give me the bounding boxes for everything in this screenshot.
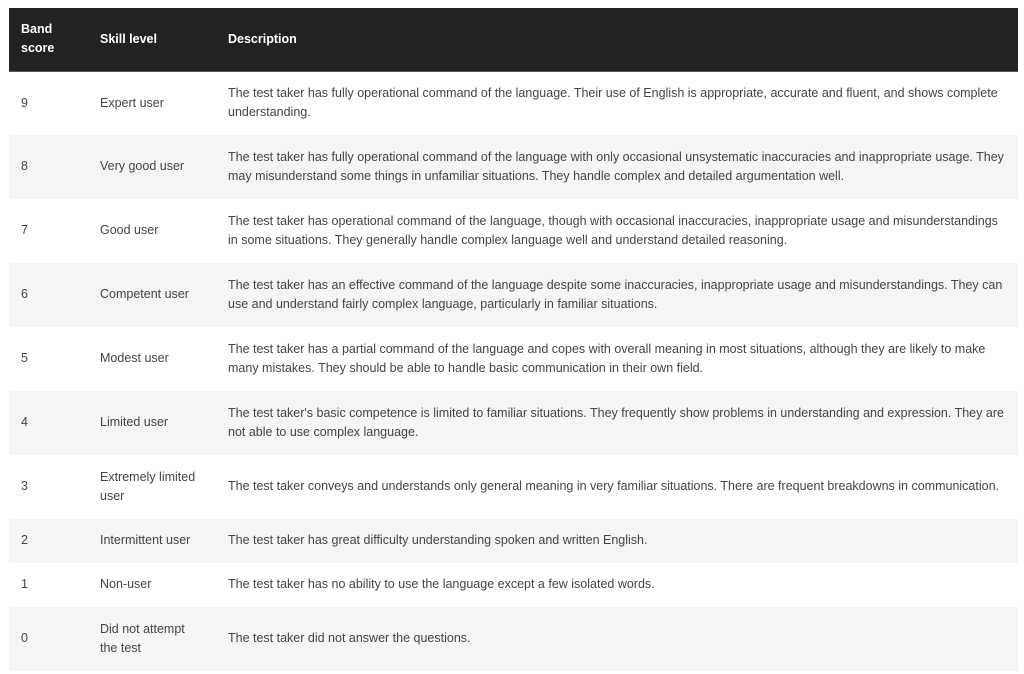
- band-score-cell: 8: [21, 159, 28, 174]
- description-cell: The test taker's basic competence is limited to familiar situations. They frequently show problems in understanding and expression. They are not able to use complex language.: [228, 405, 1004, 439]
- band-score-table-container: [9, 8, 1018, 671]
- header-description: Description: [216, 8, 1018, 71]
- description-cell: The test taker has great difficulty understanding spoken and written English.: [228, 533, 648, 548]
- table-row: [9, 563, 1018, 607]
- skill-level-cell: Intermittent user: [100, 533, 191, 548]
- band-score-cell: 3: [21, 479, 28, 494]
- table-row: [9, 455, 1018, 519]
- band-score-cell: 0: [21, 631, 28, 646]
- header-skill-level: Skill level: [88, 8, 216, 71]
- skill-level-cell: Did not attempt the test: [100, 621, 185, 655]
- band-score-cell: 2: [21, 533, 28, 548]
- skill-level-cell: Good user: [100, 223, 159, 238]
- description-cell: The test taker has a partial command of the language and copes with overall meaning in most situations, although they are likely to make many mistakes. They should be able to handle basic communication in their own field.: [228, 341, 986, 375]
- table-row: [9, 135, 1018, 199]
- band-score-cell: 1: [21, 577, 28, 592]
- table-header-row: [9, 8, 1018, 71]
- table-row: [9, 391, 1018, 455]
- description-cell: The test taker has no ability to use the language except a few isolated words.: [228, 577, 655, 592]
- table-row: [9, 607, 1018, 671]
- description-cell: The test taker conveys and understands only general meaning in very familiar situations. There are frequent breakdowns in communication.: [228, 479, 1000, 494]
- band-score-cell: 9: [21, 95, 28, 110]
- description-cell: The test taker has fully operational command of the language. Their use of English is appropriate, accurate and fluent, and shows complete understanding.: [228, 85, 998, 120]
- table-row: [9, 199, 1018, 263]
- band-score-cell: 6: [21, 287, 28, 302]
- band-score-cell: 5: [21, 351, 28, 366]
- skill-level-cell: Modest user: [100, 351, 169, 366]
- band-score-table: [9, 8, 1018, 671]
- band-score-cell: 4: [21, 415, 28, 430]
- skill-level-cell: Limited user: [100, 415, 169, 430]
- table-row: [9, 71, 1018, 135]
- description-cell: The test taker has operational command of the language, though with occasional inaccuracies, inappropriate usage and misunderstandings in some situations. They generally handle complex language well and understand detailed reasoning.: [228, 213, 998, 247]
- description-cell: The test taker has an effective command of the language despite some inaccuracies, inappropriate usage and misunderstandings. They can use and understand fairly complex language, particularly in familiar situations.: [228, 277, 1003, 311]
- table-row: [9, 327, 1018, 391]
- skill-level-cell: Competent user: [100, 287, 189, 302]
- description-cell: The test taker has fully operational command of the language with only occasional unsystematic inaccuracies and inappropriate usage. They may misunderstand some things in unfamiliar situations. They handle complex and detailed argumentation well.: [228, 149, 1004, 183]
- description-cell: The test taker did not answer the questions.: [228, 631, 471, 646]
- table-row: [9, 519, 1018, 563]
- skill-level-cell: Extremely limited user: [100, 469, 196, 503]
- skill-level-cell: Very good user: [100, 159, 185, 174]
- band-score-cell: 7: [21, 223, 28, 238]
- table-row: [9, 263, 1018, 327]
- header-band-score: Band score: [9, 8, 88, 71]
- skill-level-cell: Non-user: [100, 577, 152, 592]
- skill-level-cell: Expert user: [100, 95, 164, 110]
